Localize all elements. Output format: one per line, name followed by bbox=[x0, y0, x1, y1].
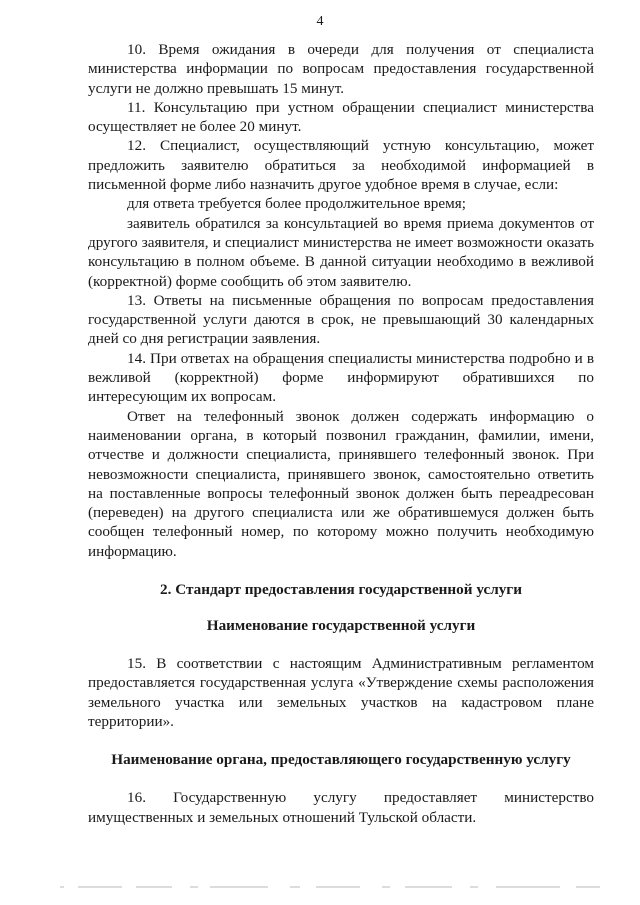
subheading-service-name: Наименование государственной услуги bbox=[206, 617, 476, 635]
paragraph-11: 11. Консультацию при устном обращении специалист министерства осуществляет не более 20 минут. bbox=[88, 98, 594, 136]
paragraph-15: 15. В соответствии с настоящим Административным регламентом предоставляется государственная услуга «Утверждение схемы расположения земельного участка или земельных участков на кадастровом плане территории». bbox=[88, 655, 594, 730]
scan-noise-line bbox=[60, 884, 600, 890]
paragraph-12-case-1: для ответа требуется более продолжительное время; bbox=[127, 195, 466, 213]
section-heading-standard: 2. Стандарт предоставления государственной услуги bbox=[160, 581, 522, 599]
paragraph-13: 13. Ответы на письменные обращения по вопросам предоставления государственной услуги даются в срок, не превышающий 30 календарных дней со дня регистрации заявления. bbox=[88, 291, 594, 348]
paragraph-14: 14. При ответах на обращения специалисты министерства подробно и в вежливой (корректной) форме информируют обратившихся по интересующим их вопросам. bbox=[88, 349, 594, 406]
document-body bbox=[88, 40, 594, 827]
paragraph-12: 12. Специалист, осуществляющий устную консультацию, может предложить заявителю обратиться за необходимой информацией в письменной форме либо назначить другое удобное время в случае, если: bbox=[88, 137, 594, 194]
paragraph-10: 10. Время ожидания в очереди для получения от специалиста министерства информации по вопросам предоставления государственной услуги не должно превышать 15 минут. bbox=[88, 41, 594, 97]
paragraph-14-phone-answer: Ответ на телефонный звонок должен содержать информацию о наименовании органа, в который позвонил гражданин, фамилии, имени, отчестве и должности специалиста, принявшего телефонный звонок. При невозможности специалиста, принявшего звонок, самостоятельно ответить на поставленные вопросы телефонный звонок должен быть переадресован (переведен) на другого специалиста или же обратившемуся должен быть сообщен телефонный номер, по которому можно получить необходимую информацию. bbox=[88, 407, 594, 560]
paragraph-16: 16. Государственную услугу предоставляет министерство имущественных и земельных отношений Тульской области. bbox=[88, 789, 594, 826]
page-number: 4 bbox=[316, 14, 324, 29]
paragraph-12-case-2: заявитель обратился за консультацией во время приема документов от другого заявителя, и специалист министерства не имеет возможности оказать консультацию в полном объеме. В данной ситуации необходимо в вежливой (корректной) форме сообщить об этом заявителю. bbox=[88, 214, 594, 290]
subheading-providing-organ: Наименование органа, предоставляющего государственную услугу bbox=[111, 751, 571, 769]
